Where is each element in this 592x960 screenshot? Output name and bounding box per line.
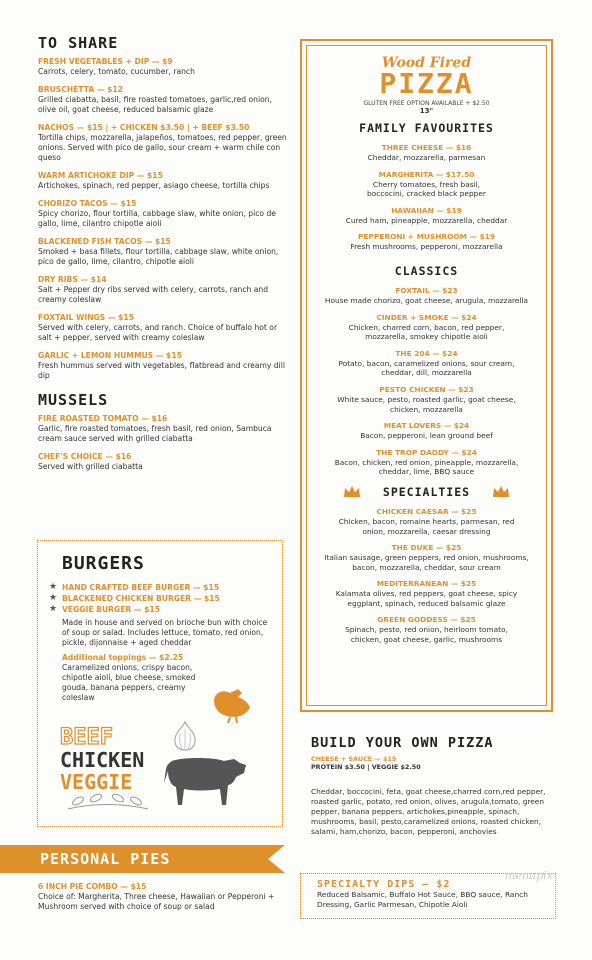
item-name: DRY RIBS — $14 [38,275,107,284]
personal-pies-body [38,882,286,912]
gluten-free-note: GLUTEN FREE OPTION AVAILABLE + $2.50 [363,100,490,107]
item-name: GREEN GODDESS — $25 [377,615,476,625]
item-name: VEGGIE BURGER — $15 [62,605,160,614]
to-share-list [38,57,288,381]
item-desc: Served with celery, carrots, and ranch. Choice of buffalo hot or salt + pepper, served with creamy coleslaw [38,323,278,342]
burger-item [49,593,272,604]
menu-item [307,448,546,477]
menu-item [38,57,288,77]
word-veggie: VEGGIE [60,770,133,794]
pizza-size: 13" [419,107,434,115]
menu-item [307,579,546,608]
item-name: HAWAIIAN — $19 [391,205,462,215]
item-desc: Artichokes, spinach, red pepper, asiago cheese, tortilla chips [38,181,270,190]
item-desc: Cured ham, pineapple, mozzarella, cheddar [345,215,508,225]
star-icon: ★ [49,593,58,603]
item-name: THE DUKE — $25 [391,543,462,553]
crown-icon [343,485,361,499]
personal-pies-title: PERSONAL PIES [40,850,171,868]
item-desc: House made chorizo, goat cheese, arugula, mozzarella [324,295,529,305]
menu-item [38,123,288,163]
item-desc: Choice of: Margherita, Three cheese, Hawaiian or Pepperoni + Mushroom served with choice of soup or salad [38,892,275,911]
menu-item [38,171,288,191]
classics-title: CLASSICS [394,263,459,278]
menu-item [307,615,546,644]
build-your-own-title: BUILD YOUR OWN PIZZA [311,735,494,751]
item-name: MARGHERITA — $17.50 [378,169,475,179]
item-name: BLACKENED FISH TACOS — $15 [38,237,171,246]
watermark: menupix [505,869,553,882]
pizza-inner-frame [306,45,547,706]
item-desc: Cherry tomatoes, fresh basil, boccocini, cracked black pepper [367,179,486,199]
burgers-box [37,540,283,827]
menu-item [38,85,288,115]
menu-item [307,313,546,342]
word-beef: BEEF [60,725,113,750]
item-name: WARM ARTICHOKE DIP — $15 [38,171,163,180]
menu-item [307,543,546,572]
garlic-icon [168,719,202,753]
item-name: CINDER + SMOKE — $24 [376,312,477,322]
cow-icon [162,753,252,809]
menu-item [307,232,546,252]
item-name: THE 204 — $24 [395,348,458,358]
specialty-dips-title: SPECIALTY DIPS — $2 [317,879,451,890]
pizza-box [300,39,553,712]
item-desc: Italian sausage, green peppers, red onion, mushrooms, bacon, mozzarella, cheddar, sour cream [324,553,529,572]
item-desc: White sauce, pesto, roasted garlic, goat cheese, chicken, mozzarella [337,394,516,414]
menu-item [307,385,546,414]
item-name: PESTO CHICKEN — $23 [379,384,474,394]
menu-item [307,170,546,199]
menu-item [38,452,288,472]
item-name: 6 INCH PIE COMBO — $15 [38,882,147,891]
cheese-sauce-price: CHEESE + SAUCE — $15 [311,755,397,763]
menu-item [38,237,288,267]
build-your-own-section [311,735,551,837]
item-name: HAND CRAFTED BEEF BURGER — $15 [62,583,220,592]
leaf-sprig-icon [62,789,152,815]
item-desc: Chicken, bacon, romaine hearts, parmesan, red onion, mozzarella, caesar dressing [338,516,515,536]
item-name: BRUSCHETTA — $12 [38,85,123,94]
toppings-list: Cheddar, boccocini, feta, goat cheese,charred corn,red pepper, roasted garlic, potato, red onion, olives, arugula,tomato, green pepper, banana peppers, artichokes,pineapple, spinach, mushrooms, basil, pesto,caramelized onions, roasted chicken, salami, ham,chorizo, bacon, pepperoni, anchovies [311,787,546,836]
item-desc: Smoked + basa fillets, flour tortilla, cabbage slaw, white onion, pico de gallo, lime, cilantro, chipotle aioli [38,247,279,266]
menu-item [38,313,288,343]
menu-item [38,275,288,305]
wood-fired-label: Wood Fired [381,55,472,71]
item-desc: Salt + Pepper dry ribs served with celery, carrots, ranch and creamy coleslaw [38,285,269,304]
menu-item [307,507,546,536]
menu-item [307,421,546,441]
left-column [38,34,288,480]
item-name: CHORIZO TACOS — $15 [38,199,137,208]
additional-toppings-name: Additional toppings — $2.25 [62,653,184,662]
item-name: PEPPERONI + MUSHROOM — $19 [357,232,496,242]
chicken-icon [208,683,254,723]
item-name: MEAT LOVERS — $24 [383,421,470,431]
item-desc: Kalamata olives, red peppers, goat cheese, spicy eggplant, spinach, reduced balsamic glaze [335,589,518,608]
item-desc: Cheddar, mozzarella, parmesan [367,153,486,162]
item-name: CHEF'S CHOICE — $16 [38,452,132,461]
item-desc: Garlic, fire roasted tomatoes, fresh basil, red onion, Sambuca cream sauce served with grilled ciabatta [38,424,272,443]
beef-chicken-veggie-graphic [60,727,144,793]
item-name: CHICKEN CAESAR — $25 [376,506,477,516]
item-desc: Fresh mushrooms, pepperoni, mozzarella [350,242,503,252]
burger-desc: Made in house and served on brioche bun with choice of soup or salad. Includes lettuce, tomato, red onion, pickle, dijonnaise + aged cheddar [62,618,268,647]
word-chicken: CHICKEN [60,748,145,772]
menu-item [307,349,546,378]
item-desc: Spinach, pesto, red onion, heirloom tomato, chicken, goat cheese, garlic, mushrooms [345,625,508,645]
to-share-title: TO SHARE [38,34,119,52]
menu-item [307,143,546,163]
item-name: THREE CHEESE — $16 [381,143,472,152]
item-name: BLACKENED CHICKEN BURGER — $15 [62,594,220,603]
menu-item [307,286,546,306]
item-name: THE TROP DADDY — $24 [376,447,477,457]
personal-pies-banner [0,845,285,873]
item-desc: Spicy chorizo, flour tortilla, cabbage slaw, white onion, pico de gallo, lime, cilantro chipotle aioli [38,209,276,228]
additional-toppings-desc: Caramelized onions, crispy bacon, chipotle aioli, blue cheese, smoked gouda, banana peppers, creamy coleslaw [62,663,196,702]
item-name: FOXTAIL — $23 [395,285,458,295]
item-desc: Tortilla chips, mozzarella, jalapeños, tomatoes, red pepper, green onions. Served with pico de gallo, sour cream + warm chile con queso [38,133,287,162]
item-desc: Served with grilled ciabatta [38,462,143,471]
item-desc: Fresh hummus served with vegetables, flatbread and creamy dill dip [38,361,285,380]
item-name: GARLIC + LEMON HUMMUS — $15 [38,351,182,360]
menu-item [38,351,288,381]
star-icon: ★ [49,604,58,614]
item-desc: Potato, bacon, caramelized onions, sour cream, cheddar, dill, mozzarella [338,358,515,378]
burgers-title: BURGERS [62,553,145,574]
item-name: NACHOS — $15 | + CHICKEN $3.50 | + BEEF $3.50 [38,123,250,132]
menu-item [307,206,546,226]
item-desc: Bacon, pepperoni, lean ground beef [360,431,493,441]
mussels-title: MUSSELS [38,391,109,409]
burger-item [49,604,272,615]
item-name: FRESH VEGETABLES + DIP — $9 [38,57,173,66]
item-desc: Grilled ciabatta, basil, fire roasted tomatoes, garlic,red onion, olive oil, goat cheese, reduced balsamic glaze [38,95,272,114]
protein-veggie-price: PROTEIN $3.50 | VEGGIE $2.50 [311,763,421,771]
family-favourites-title: FAMILY FAVOURITES [359,121,494,135]
pizza-title: PIZZA [379,67,474,100]
item-desc: Chicken, charred corn, bacon, red pepper, mozzarella, smokey chipotle aioli [348,322,505,342]
star-icon: ★ [49,582,58,592]
item-name: MEDITERRANEAN — $25 [376,579,477,589]
crown-icon [492,485,510,499]
menu-item [38,414,288,444]
menu-item [38,199,288,229]
item-name: FOXTAIL WINGS — $15 [38,313,134,322]
specialty-dips-desc: Reduced Balsamic, Buffalo Hot Sauce, BBQ sauce, Ranch Dressing, Garlic Parmesan, Chipotle Aioli [317,890,528,909]
item-desc: Bacon, chicken, red onion, pineapple, mozzarella, cheddar, lime, BBQ sauce [334,457,519,477]
burger-item [49,582,272,593]
specialties-title: SPECIALTIES [382,484,471,499]
specialties-header [307,485,546,499]
item-desc: Carrots, celery, tomato, cucumber, ranch [38,67,195,76]
item-name: FIRE ROASTED TOMATO — $16 [38,414,168,423]
